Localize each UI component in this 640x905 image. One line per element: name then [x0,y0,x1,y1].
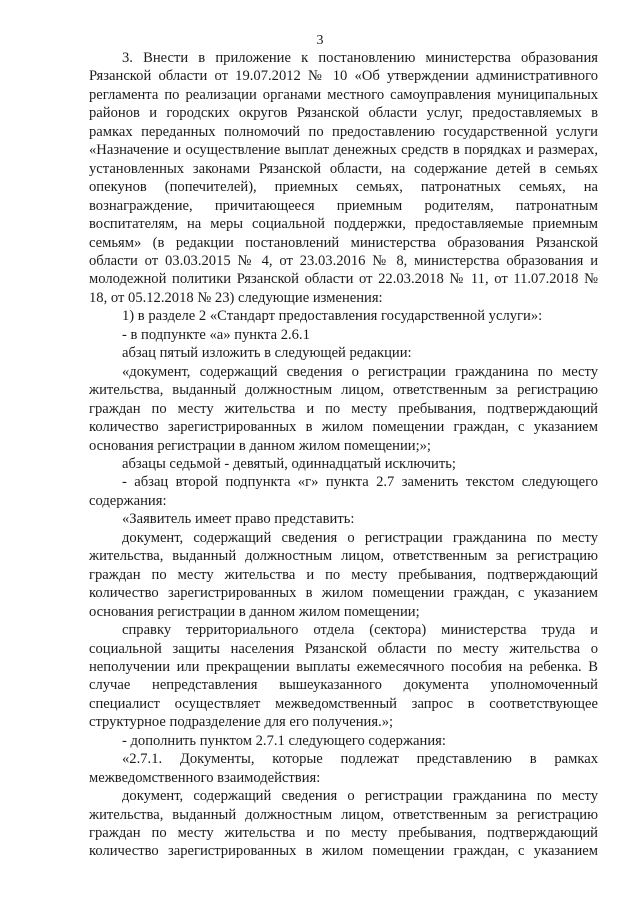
paragraph-registration-doc-3: документ, содержащий сведения о регистрации гражданина по месту жительства, выданный должностным лицом, ответственным за регистрацию граждан по месту жительства и по месту пребывания, подтверждающий количество зарегистрированных в жилом помещении граждан, с указанием [89,788,598,860]
paragraph-territorial-certificate: справку территориального отдела (сектора) министерства труда и социальной защиты населения Рязанской области по месту жительства о неполучении или прекращении выплаты ежемесячного пособия на ребенка. В случае непредставления вышеуказанного документа уполномоченный специалист осуществляет межведомственный запрос в соответствующее структурное подразделение для его получения.»; [89,622,598,731]
paragraph-registration-doc-1: «документ, содержащий сведения о регистрации гражданина по месту жительства, выданный должностным лицом, ответственным за регистрацию граждан по месту жительства и по месту пребывания, подтверждающий количество зарегистрированных в жилом помещении граждан, с указанием основания регистрации в данном жилом помещении;»; [89,363,598,454]
paragraph-registration-doc-2: документ, содержащий сведения о регистрации гражданина по месту жительства, выданный должностным лицом, ответственным за регистрацию граждан по месту жительства и по месту пребывания, подтверждающий количество зарегистрированных в жилом помещении граждан, с указанием основания регистрации в данном жилом помещении; [89,529,598,620]
page-number: 3 [316,33,324,48]
paragraph-exclude-abzacs: абзацы седьмой - девятый, одиннадцатый исключить; [122,455,456,472]
paragraph-applicant-right: «Заявитель имеет право представить: [122,511,355,528]
paragraph-fifth-abzac: абзац пятый изложить в следующей редакции: [122,345,412,362]
paragraph-2-7-1-intro: «2.7.1. Документы, которые подлежат представлению в рамках межведомственного взаимодействия: [89,751,598,786]
document-body [89,49,598,861]
paragraph-section-2: 1) в разделе 2 «Стандарт предоставления государственной услуги»: [122,308,543,325]
paragraph-replace-subpoint-g: - абзац второй подпункта «г» пункта 2.7 заменить текстом следующего содержания: [89,474,598,509]
paragraph-subpoint-a: - в подпункте «а» пункта 2.6.1 [122,326,310,343]
paragraph-amendment-intro: 3. Внести в приложение к постановлению министерства образования Рязанской области от 19.07.2012 № 10 «Об утверждении административного регламента по реализации органами местного самоуправления муниципальных районов и городских округов Рязанской области услуг, предоставляемых в рамках переданных полномочий по предоставлению государственной услуги «Назначение и осуществление выплат денежных средств в порядках и размерах, установленных законами Рязанской области, на содержание детей в семьях опекунов (попечителей), приемных семьях, патронатных семьях, на вознаграждение, причитающееся приемным родителям, патронатным воспитателям, на меры социальной поддержки, предоставляемые приемным семьям» (в редакции постановлений министерства образования Рязанской области от 03.03.2015 № 4, от 23.03.2016 № 8, министерства образования и молодежной политики Рязанской области от 22.03.2018 № 11, от 11.07.2018 № 18, от 05.12.2018 № 23) следующие изменения: [89,50,598,306]
paragraph-add-2-7-1: - дополнить пунктом 2.7.1 следующего содержания: [122,732,446,749]
